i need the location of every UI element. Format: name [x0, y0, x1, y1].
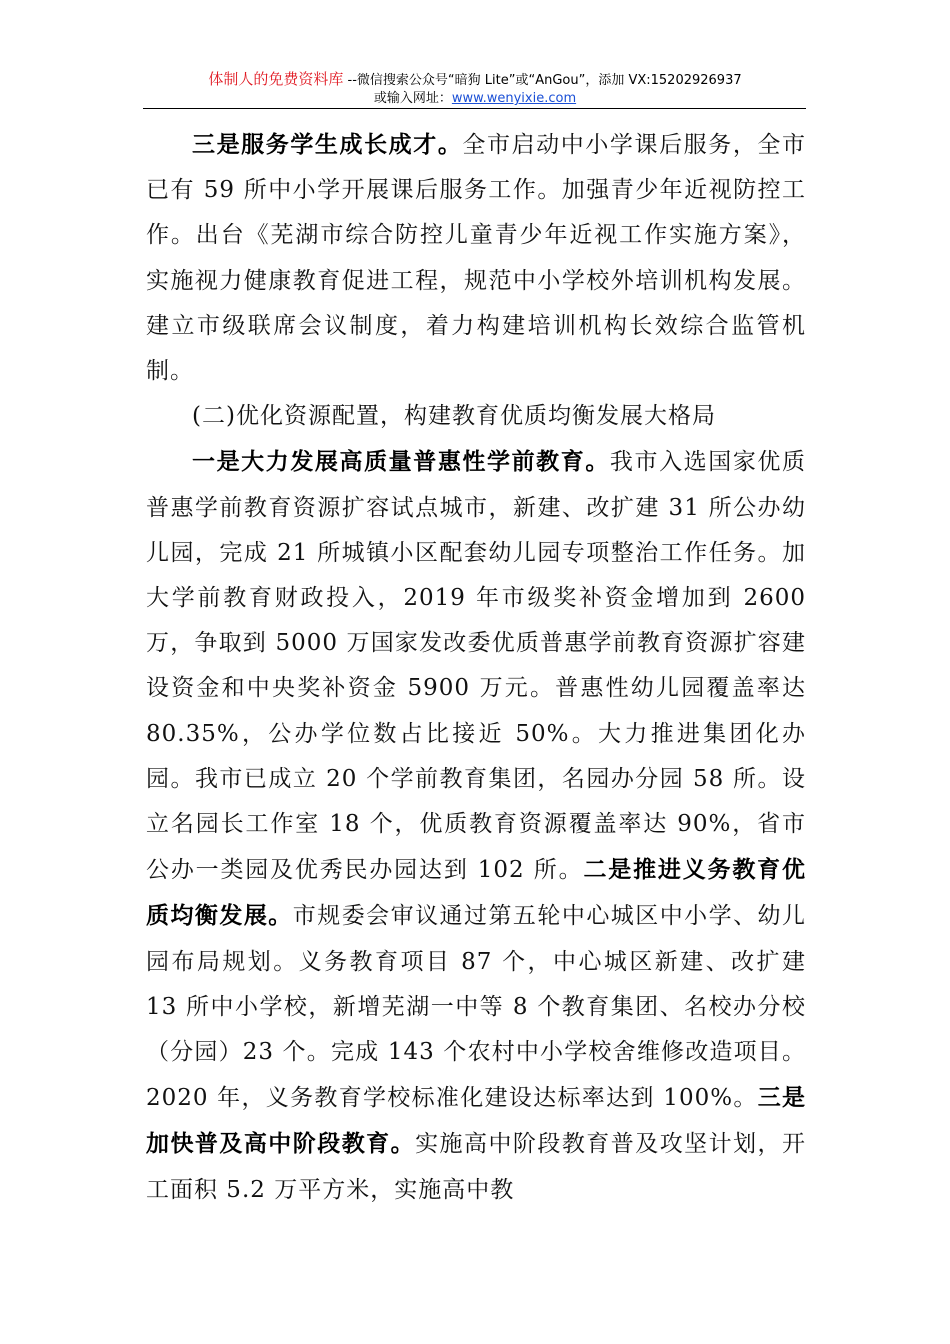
header-brand: 体制人的免费资料库 — [208, 70, 344, 88]
bold-heading: 三是服务学生成长成才。 — [192, 131, 463, 158]
header-url-line — [0, 90, 950, 108]
paragraph-text: 市规委会审议通过第五轮中心城区中小学、幼儿园布局规划。义务教育项目 87 个，中心城区新建、改扩建 13 所中小学校，新增芜湖一中等 8 个教育集团、名校办分校（分园）23 个。完成 143 个农村中小学校舍维修改造项目。2020 年，义务教育学校标准化建设达标率达到 100%。 — [146, 903, 807, 1112]
section-heading: (二)优化资源配置，构建教育优质均衡发展大格局 — [192, 403, 716, 430]
bold-heading: 一是大力发展高质量普惠性学前教育。 — [192, 448, 610, 476]
header-promo: --微信搜索公众号“暗狗 Lite”或“AnGou”，添加 VX:15202926937 — [343, 73, 742, 88]
bold-heading: 三是加快普及高中阶段教育。 — [146, 1084, 806, 1158]
paragraph-student-growth — [146, 122, 806, 394]
document-body — [146, 122, 806, 1213]
header-url-link[interactable]: www.wenyixie.com — [451, 91, 577, 106]
paragraph-text: 全市启动中小学课后服务，全市已有 59 所中小学开展课后服务工作。加强青少年近视防控工作。出台《芜湖市综合防控儿童青少年近视工作实施方案》，实施视力健康教育促进工程，规范中小学校外培训机构发展。建立市级联席会议制度，着力构建培训机构长效综合监管机制。 — [146, 132, 807, 385]
paragraph-education-balance — [146, 439, 806, 1212]
paragraph-text: 实施高中阶段教育普及攻坚计划，开工面积 5.2 万平方米，实施高中教 — [146, 1131, 807, 1203]
bold-heading: 二是推进义务教育优质均衡发展。 — [146, 856, 807, 930]
page-header — [0, 70, 950, 108]
header-divider — [143, 108, 806, 109]
paragraph-text: 我市入选国家优质普惠学前教育资源扩容试点城市，新建、改扩建 31 所公办幼儿园，完成 21 所城镇小区配套幼儿园专项整治工作任务。加大学前教育财政投入，2019 年市级奖补资金增加到 2600 万，争取到 5000 万国家发改委优质普惠学前教育资源扩容建设资金和中央奖补资金 5900 万元。普惠性幼儿园覆盖率达 80.35%，公办学位数占比接近 50%。大力推进集团化办园。我市已成立 20 个学前教育集团，名园办分园 58 所。设立名园长工作室 18 个，优质教育资源覆盖率达 90%，省市公办一类园及优秀民办园达到 102 所。 — [146, 449, 807, 884]
header-url-prefix: 或输入网址： — [373, 91, 452, 106]
